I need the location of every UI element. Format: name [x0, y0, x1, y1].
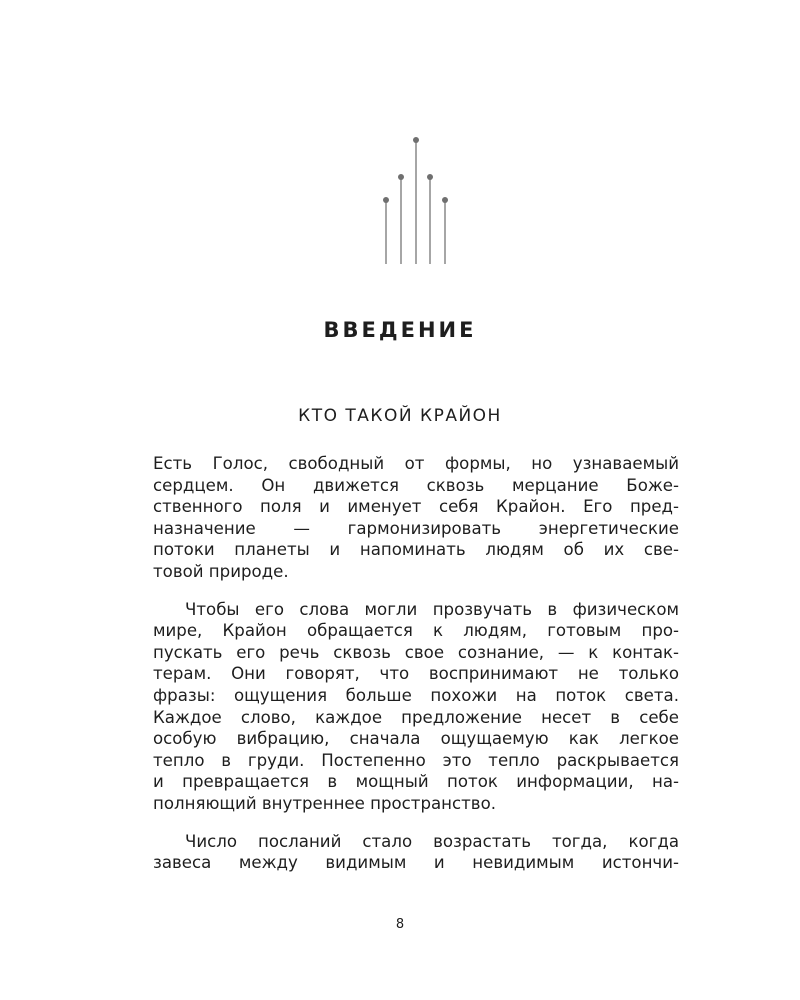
- ornament-dot: [413, 137, 419, 143]
- candles-ornament-icon: [374, 130, 458, 272]
- ornament-dot: [398, 174, 404, 180]
- text-line: полняющий внутреннее пространство.: [153, 793, 496, 813]
- text-line: тепло в груди. Постепенно это тепло раскрывается: [153, 750, 679, 770]
- chapter-title: ВВЕДЕНИЕ: [323, 318, 477, 342]
- text-line: Каждое слово, каждое предложение несет в себе: [153, 707, 679, 727]
- paragraph-gap: [153, 583, 679, 599]
- section-title: КТО ТАКОЙ КРАЙОН: [298, 406, 502, 426]
- text-line: Чтобы его слова могли прозвучать в физическом: [185, 599, 679, 619]
- text-line: ственного поля и именует себя Крайон. Его пред-: [153, 497, 679, 517]
- ornament-dot: [427, 174, 433, 180]
- ornament-dot: [383, 197, 389, 203]
- text-line: и превращается в мощный поток информации, на-: [153, 772, 679, 792]
- text-line: терам. Они говорят, что воспринимают не только: [153, 664, 679, 684]
- paragraph-gap: [153, 815, 679, 831]
- text-line: Есть Голос, свободный от формы, но узнаваемый: [153, 454, 679, 473]
- ornament-dot: [442, 197, 448, 203]
- text-line: пускать его речь сквозь свое сознание, — к контак-: [153, 642, 679, 662]
- body-text: [153, 453, 679, 874]
- text-line: Число посланий стало возрастать тогда, когда: [185, 831, 679, 851]
- page-number: 8: [395, 917, 405, 932]
- text-line: фразы: ощущения больше похожи на поток света.: [153, 685, 679, 705]
- text-line: потоки планеты и напоминать людям об их све-: [153, 540, 679, 560]
- text-line: завеса между видимым и невидимым истончи-: [153, 853, 679, 873]
- text-line: мире, Крайон обращается к людям, готовым про-: [153, 621, 679, 641]
- text-line: особую вибрацию, сначала ощущаемую как легкое: [153, 729, 679, 749]
- text-line: сердцем. Он движется сквозь мерцание Боже-: [153, 475, 679, 495]
- text-line: назначение — гармонизировать энергетические: [153, 518, 679, 538]
- text-line: товой природе.: [153, 561, 289, 581]
